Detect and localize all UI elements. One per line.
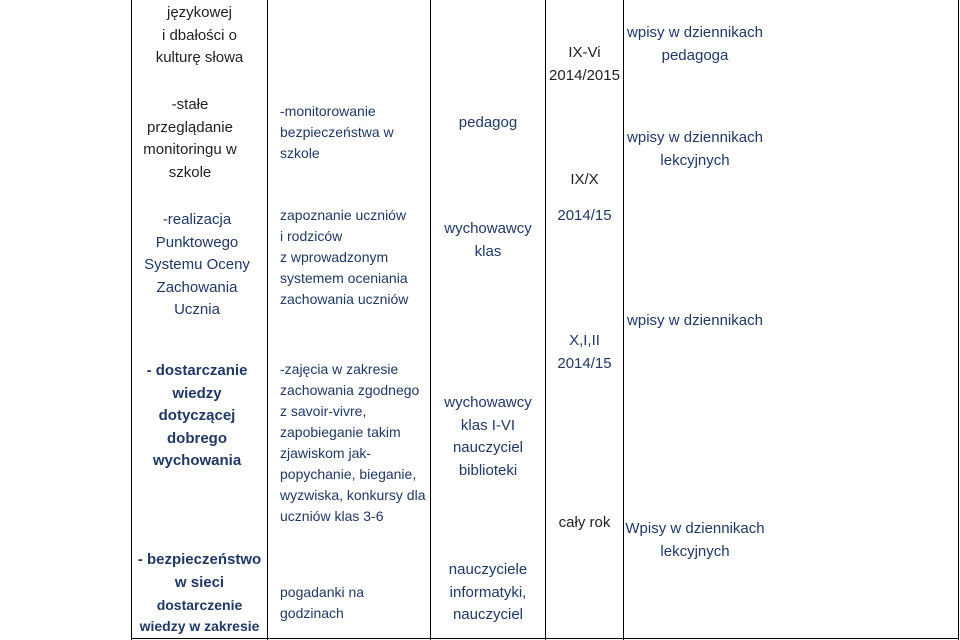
- table-border-col1: [267, 0, 268, 640]
- table-cell-task-detail: dostarczenie wiedzy w zakresie: [139, 597, 260, 634]
- table-cell-term: IX/X: [570, 171, 599, 188]
- table-border-right: [958, 0, 959, 640]
- table-cell-term: cały rok: [558, 514, 611, 531]
- table-cell-term: X,I,II 2014/15: [557, 332, 612, 372]
- table-cell-task: językowej i dbałości o kulturę słowa: [155, 4, 244, 66]
- table-border-bottom: [131, 638, 959, 639]
- table-cell-method: -monitorowanie bezpieczeństwa w szkole: [280, 103, 394, 161]
- table-cell-method: -zajęcia w zakresie zachowania zgodnego z savoir-vivre, zapobieganie takim zjawiskom jak- popychanie, bieganie, wyzwiska, konkursy dla uczniów klas 3-6: [280, 361, 426, 524]
- table-cell-method: pogadanki na godzinach: [280, 584, 365, 621]
- table-cell-term: IX-Vi 2014/2015: [549, 44, 620, 84]
- table-cell-term: 2014/15: [557, 207, 612, 224]
- table-cell-responsible: nauczyciele informatyki, nauczyciel: [448, 561, 528, 623]
- table-cell-monitoring: wpisy w dziennikach lekcyjnych: [627, 129, 763, 169]
- table-cell-monitoring: wpisy w dziennikach: [627, 312, 763, 329]
- table-cell-monitoring: wpisy w dziennikach pedagoga: [627, 24, 763, 64]
- table-cell-responsible: pedagog: [458, 114, 518, 131]
- table-cell-task: -stałe przeglądanie monitoringu w szkole: [143, 96, 237, 181]
- table-cell-responsible: wychowawcy klas I-VI nauczyciel biblioteki: [444, 394, 532, 479]
- table-cell-task: -realizacja Punktowego Systemu Oceny Zachowania Ucznia: [144, 211, 250, 318]
- table-cell-task: - dostarczanie wiedzy dotyczącej dobrego wychowania: [146, 362, 248, 469]
- table-border-col2: [430, 0, 431, 640]
- table-cell-monitoring: Wpisy w dziennikach lekcyjnych: [625, 520, 765, 560]
- table-cell-task: - bezpieczeństwo w sieci: [137, 551, 262, 591]
- table-border-col3: [545, 0, 546, 640]
- table-cell-method: zapoznanie uczniów i rodziców z wprowadzonym systemem oceniania zachowania uczniów: [280, 207, 409, 307]
- table-cell-responsible: wychowawcy klas: [444, 220, 532, 260]
